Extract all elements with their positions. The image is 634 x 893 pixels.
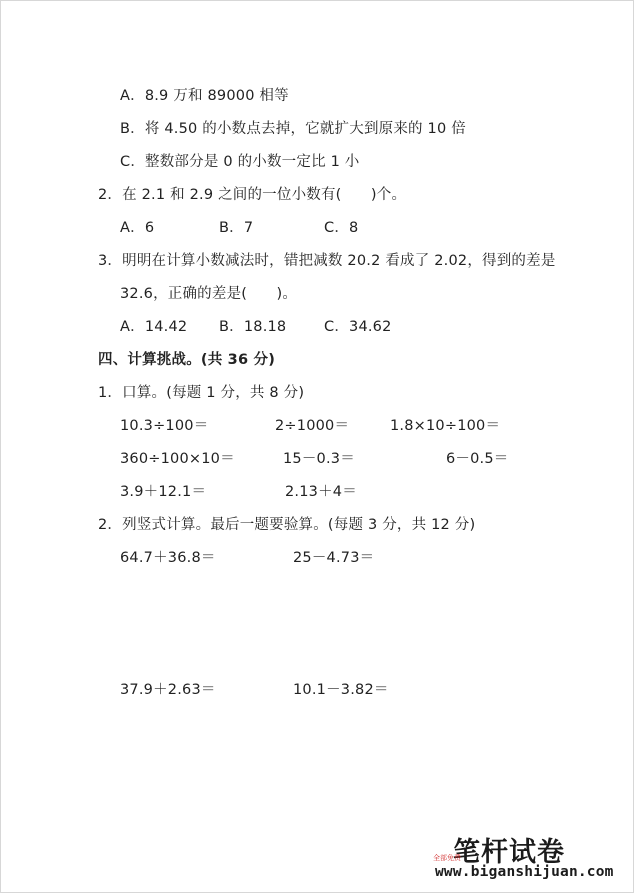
oral-calc-item: 360÷100×10＝	[120, 451, 235, 467]
q2-option-c: C．8	[324, 220, 359, 236]
q3-option-c: C．34.62	[324, 319, 392, 335]
part1-title: 1．口算。(每题 1 分，共 8 分)	[98, 385, 305, 401]
q3-option-a: A．14.42	[120, 319, 188, 335]
oral-calc-item: 2÷1000＝	[275, 418, 350, 434]
section-heading: 四、计算挑战。(共 36 分)	[98, 352, 276, 368]
vertical-calc-item: 10.1－3.82＝	[293, 682, 389, 698]
vertical-calc-item: 64.7＋36.8＝	[120, 550, 216, 566]
oral-calc-item: 6－0.5＝	[446, 451, 509, 467]
oral-calc-item: 1.8×10÷100＝	[390, 418, 501, 434]
watermark-logo-title: 笔杆试卷	[453, 837, 565, 868]
vertical-calc-item: 25－4.73＝	[293, 550, 375, 566]
oral-calc-item: 2.13＋4＝	[285, 484, 357, 500]
q1-option-a: A．8.9 万和 89000 相等	[120, 88, 289, 104]
q1-option-c: C．整数部分是 0 的小数一定比 1 小	[120, 154, 360, 170]
q2-option-b: B．7	[219, 220, 254, 236]
oral-calc-item: 10.3÷100＝	[120, 418, 209, 434]
part2-title: 2．列竖式计算。最后一题要验算。(每题 3 分，共 12 分)	[98, 517, 476, 533]
q2-stem: 2．在 2.1 和 2.9 之间的一位小数有( )个。	[98, 187, 407, 203]
watermark-url: www.biganshijuan.com	[435, 864, 614, 880]
watermark-free-badge: 全部免费	[433, 854, 461, 862]
oral-calc-item: 15－0.3＝	[283, 451, 355, 467]
q1-option-b: B．将 4.50 的小数点去掉，它就扩大到原来的 10 倍	[120, 121, 466, 137]
q3-stem-line2: 32.6，正确的差是( )。	[120, 286, 298, 302]
q3-option-b: B．18.18	[219, 319, 287, 335]
q2-option-a: A．6	[120, 220, 155, 236]
oral-calc-item: 3.9＋12.1＝	[120, 484, 207, 500]
q3-stem-line1: 3．明明在计算小数减法时，错把减数 20.2 看成了 2.02，得到的差是	[98, 253, 556, 269]
vertical-calc-item: 37.9＋2.63＝	[120, 682, 216, 698]
